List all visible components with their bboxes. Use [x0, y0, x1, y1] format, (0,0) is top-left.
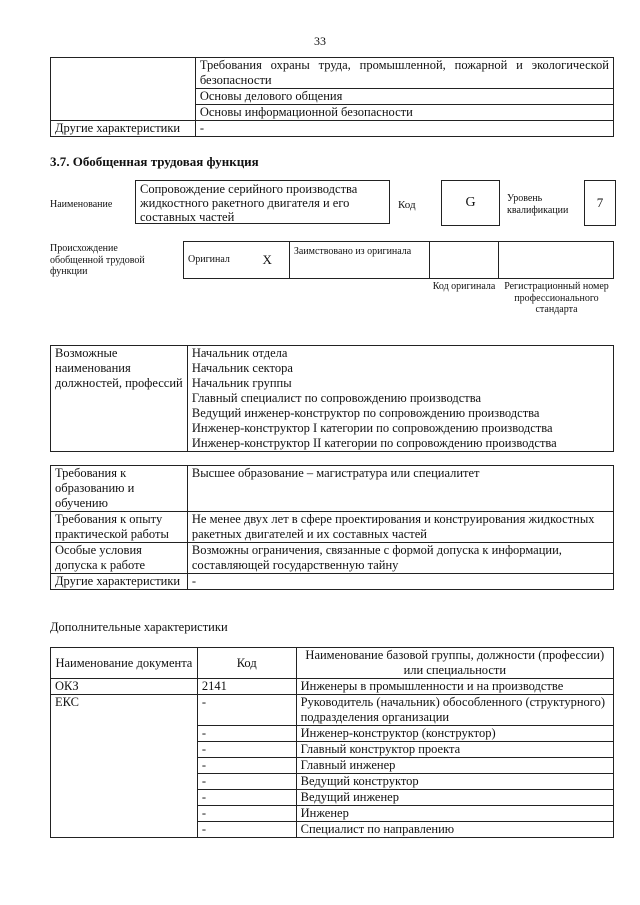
original-label: Оригинал: [184, 242, 246, 279]
additional-table: [50, 647, 614, 838]
level-value-box: [584, 180, 616, 226]
eks-doc: ЕКС: [51, 695, 198, 838]
header-name: Наименование базовой группы, должности (профессии) или специальности: [296, 648, 613, 679]
other-characteristics-value: -: [195, 121, 613, 137]
knowledge-item: Требования охраны труда, промышленной, пожарной и экологической безопасности: [195, 58, 613, 89]
eks-code: -: [197, 726, 296, 742]
knowledge-item: Основы информационной безопасности: [195, 105, 613, 121]
empty-label-cell: [51, 58, 196, 121]
eks-name: Инженер-конструктор (конструктор): [296, 726, 613, 742]
other-characteristics-label: Другие характеристики: [51, 121, 196, 137]
header-document: Наименование документа: [51, 648, 198, 679]
page-number: 33: [314, 34, 326, 48]
reg-number-caption: Регистрационный номер профессионального стандарта: [504, 281, 609, 315]
borrowed-label: Заимствовано из оригинала: [289, 242, 429, 279]
positions-table: [50, 345, 614, 452]
additional-title: Дополнительные характеристики: [50, 620, 228, 634]
name-label: Наименование: [50, 199, 113, 210]
origin-label: Происхождение обобщенной трудовой функции: [50, 243, 145, 277]
other-characteristics-label: Другие характеристики: [51, 574, 188, 590]
eks-name: Ведущий инженер: [296, 790, 613, 806]
okz-name: Инженеры в промышленности и на производстве: [296, 679, 613, 695]
position-item: Инженер-конструктор I категории по сопровождению производства: [191, 421, 553, 435]
code-value-box: [441, 180, 500, 226]
positions-list: [187, 346, 613, 452]
position-item: Главный специалист по сопровождению производства: [191, 391, 481, 405]
eks-code: -: [197, 790, 296, 806]
okz-code: 2141: [197, 679, 296, 695]
eks-name: Главный инженер: [296, 758, 613, 774]
section-title: 3.7. Обобщенная трудовая функция: [50, 154, 259, 169]
code-original-cell: [429, 242, 499, 279]
eks-code: -: [197, 742, 296, 758]
reg-number-cell: [499, 242, 614, 279]
other-characteristics-value: -: [187, 574, 613, 590]
okz-doc: ОКЗ: [51, 679, 198, 695]
position-item: Ведущий инженер-конструктор по сопровождению производства: [191, 406, 540, 420]
eks-name: Специалист по направлению: [296, 822, 613, 838]
eks-code: -: [197, 695, 296, 726]
code-label: Код: [398, 199, 416, 211]
special-conditions-label: Особые условия допуска к работе: [51, 543, 188, 574]
position-item: Начальник сектора: [191, 361, 293, 375]
special-conditions-value: Возможны ограничения, связанные с формой допуска к информации, составляющей государственную тайну: [187, 543, 613, 574]
original-mark: X: [245, 242, 289, 279]
position-item: Начальник отдела: [191, 346, 288, 360]
education-label: Требования к образованию и обучению: [51, 466, 188, 512]
eks-code: -: [197, 758, 296, 774]
experience-value: Не менее двух лет в сфере проектирования и конструирования жидкостных ракетных двигателей и их составных частей: [187, 512, 613, 543]
eks-name: Главный конструктор проекта: [296, 742, 613, 758]
eks-code: -: [197, 774, 296, 790]
top-knowledge-table: [50, 57, 614, 137]
level-value: 7: [596, 195, 604, 210]
code-value: G: [465, 195, 476, 210]
requirements-table: [50, 465, 614, 590]
knowledge-item: Основы делового общения: [195, 89, 613, 105]
level-label: Уровень квалификации: [507, 193, 569, 216]
position-item: Начальник группы: [191, 376, 292, 390]
experience-label: Требования к опыту практической работы: [51, 512, 188, 543]
origin-table: [183, 241, 614, 279]
eks-code: -: [197, 822, 296, 838]
eks-name: Ведущий конструктор: [296, 774, 613, 790]
education-value: Высшее образование – магистратура или специалитет: [187, 466, 613, 512]
function-name-box: [135, 180, 390, 224]
eks-name: Инженер: [296, 806, 613, 822]
header-code: Код: [197, 648, 296, 679]
function-name: Сопровождение серийного производства жидкостного ракетного двигателя и его составных частей: [140, 182, 358, 224]
positions-label: Возможные наименования должностей, профессий: [51, 346, 188, 452]
eks-name: Руководитель (начальник) обособленного (структурного) подразделения организации: [296, 695, 613, 726]
code-original-caption: Код оригинала: [432, 281, 496, 292]
eks-code: -: [197, 806, 296, 822]
position-item: Инженер-конструктор II категории по сопровождению производства: [191, 436, 557, 450]
